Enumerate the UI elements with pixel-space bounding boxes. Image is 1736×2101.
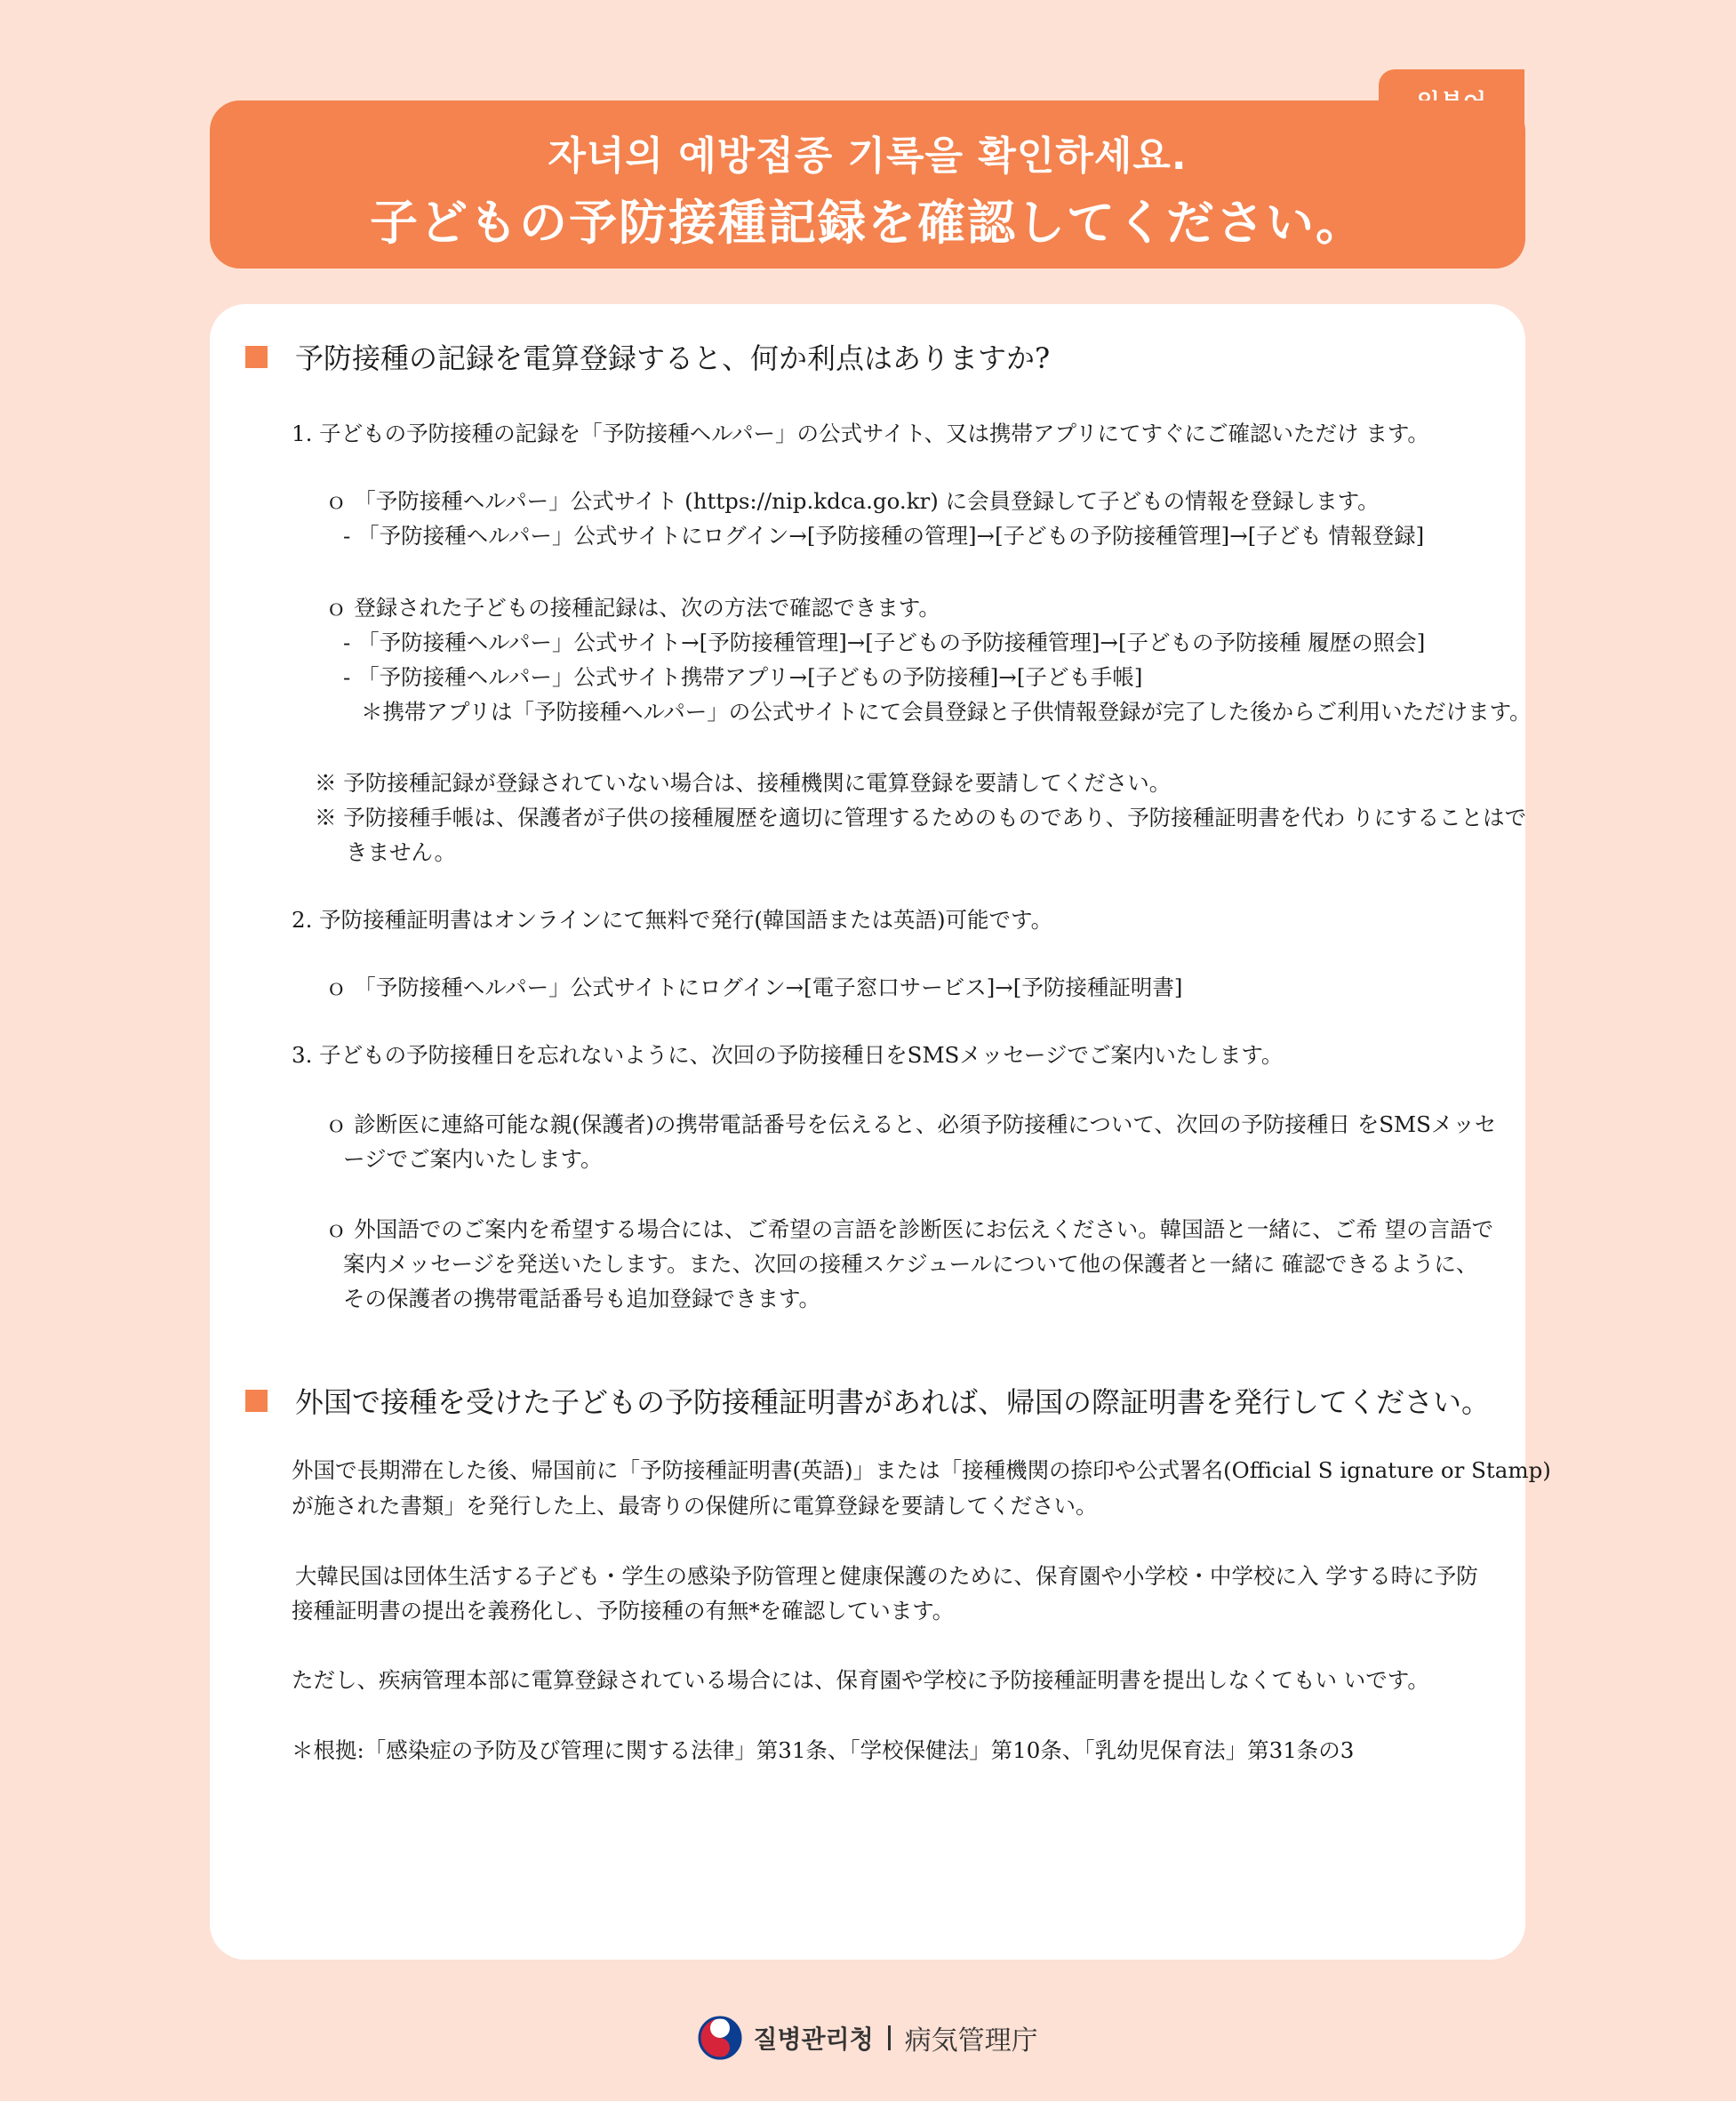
item-3-bullet-2-line-3: その保護者の携帯電話番号も追加登録できます。 — [343, 1286, 821, 1311]
item-3-bullet-2-line-1: ｏ 外国語でのご案内を希望する場合には、ご希望の言語を診断医にお伝えください。韓国語と一緒に、ご希 望の言語で — [325, 1216, 1494, 1242]
square-bullet-icon — [245, 346, 268, 368]
item-1-bullet-2: ｏ 登録された子どもの接種記録は、次の方法で確認できます。 — [325, 595, 940, 621]
agency-name-japanese: 病気管理庁 — [904, 2025, 1038, 2057]
item-3-bullet-1-line-1: ｏ 診断医に連絡可能な親(保護者)の携帯電話番号を伝えると、必須予防接種について、次回の予防接種日 をSMSメッセ — [325, 1111, 1497, 1137]
note-1: ※ 予防接種記録が登録されていない場合は、接種機関に電算登録を要請してください。 — [315, 770, 1172, 796]
paragraph-2-line-2: 接種証明書の提出を義務化し、予防接種の有無*を確認しています。 — [292, 1598, 955, 1624]
kdca-logo-icon — [698, 2016, 742, 2060]
item-1-bullet-1: ｏ 「予防接種ヘルパー」公式サイト (https://nip.kdca.go.kr) に会員登録して子どもの情報を登録します。 — [325, 488, 1380, 514]
title-japanese: 子どもの予防接種記録を確認してください。 — [370, 195, 1365, 251]
page-header — [210, 100, 1525, 269]
note-2-line-1: ※ 予防接種手帳は、保護者が子供の接種履歴を適切に管理するためのものであり、予防接種証明書を代わ りにすることはで — [315, 805, 1527, 830]
legal-basis-note: ＊根拠:「感染症の予防及び管理に関する法律」第31条、「学校保健法」第10条、「乳幼児保育法」第31条の3 — [292, 1737, 1355, 1763]
section2-heading — [245, 1380, 1490, 1421]
paragraph-1-line-2: が施された書類」を発行した上、最寄りの保健所に電算登録を要請してください。 — [292, 1493, 1098, 1519]
item-2-bullet-1: ｏ 「予防接種ヘルパー」公式サイトにログイン→[電子窓口サービス]→[予防接種証明書] — [325, 974, 1183, 1000]
item-1-bullet-2-sub-2: - 「予防接種ヘルパー」公式サイト携帯アプリ→[子どもの予防接種]→[子ども手帳] — [343, 664, 1143, 690]
section1-heading-text: 予防接種の記録を電算登録すると、何か利点はありますか? — [295, 341, 1051, 375]
agency-name-korean: 질병관리청 — [753, 2025, 874, 2054]
item-2: 2. 予防接種証明書はオンラインにて無料で発行(韓国語または英語)可能です。 — [292, 907, 1053, 933]
item-1: 1. 子どもの予防接種の記録を「予防接種ヘルパー」の公式サイト、又は携帯アプリにてすぐにご確認いただけ ます。 — [292, 421, 1429, 446]
section2-heading-text: 外国で接種を受けた子どもの予防接種証明書があれば、帰国の際証明書を発行してください。 — [295, 1385, 1491, 1419]
paragraph-1-line-1: 外国で長期滞在した後、帰国前に「予防接種証明書(英語)」または「接種機関の捺印や公式署名(Official S ignature or Stamp) — [292, 1457, 1551, 1483]
item-1-bullet-2-sub-1: - 「予防接種ヘルパー」公式サイト→[予防接種管理]→[子どもの予防接種管理]→[子どもの予防接種 履歴の照会] — [343, 629, 1426, 655]
content-card — [210, 304, 1551, 1960]
item-3-bullet-2-line-2: 案内メッセージを発送いたします。また、次回の接種スケジュールについて他の保護者と一緒に 確認できるように、 — [343, 1251, 1478, 1277]
item-1-bullet-2-note: ＊携帯アプリは「予防接種ヘルパー」の公式サイトにて会員登録と子供情報登録が完了した後からご利用いただけます。 — [361, 699, 1532, 725]
footer — [0, 2011, 1736, 2065]
footer-divider — [888, 2025, 891, 2050]
paragraph-3: ただし、疾病管理本部に電算登録されている場合には、保育園や学校に予防接種証明書を提出しなくてもい いです。 — [292, 1667, 1429, 1693]
square-bullet-icon — [245, 1390, 268, 1412]
title-korean: 자녀의 예방접종 기록을 확인하세요. — [548, 133, 1188, 179]
note-2-line-2: きません。 — [346, 839, 456, 865]
item-3-bullet-1-line-2: ージでご案内いたします。 — [343, 1146, 603, 1172]
section1-heading — [245, 336, 1050, 377]
item-1-bullet-1-sub-1: - 「予防接種ヘルパー」公式サイトにログイン→[予防接種の管理]→[子どもの予防接種管理]→[子ども 情報登録] — [343, 523, 1425, 549]
item-3: 3. 子どもの予防接種日を忘れないように、次回の予防接種日をSMSメッセージでご案内いたします。 — [292, 1042, 1284, 1068]
paragraph-2-line-1: 大韓民国は団体生活する子ども・学生の感染予防管理と健康保護のために、保育園や小学校・中学校に入 学する時に予防 — [295, 1563, 1478, 1589]
